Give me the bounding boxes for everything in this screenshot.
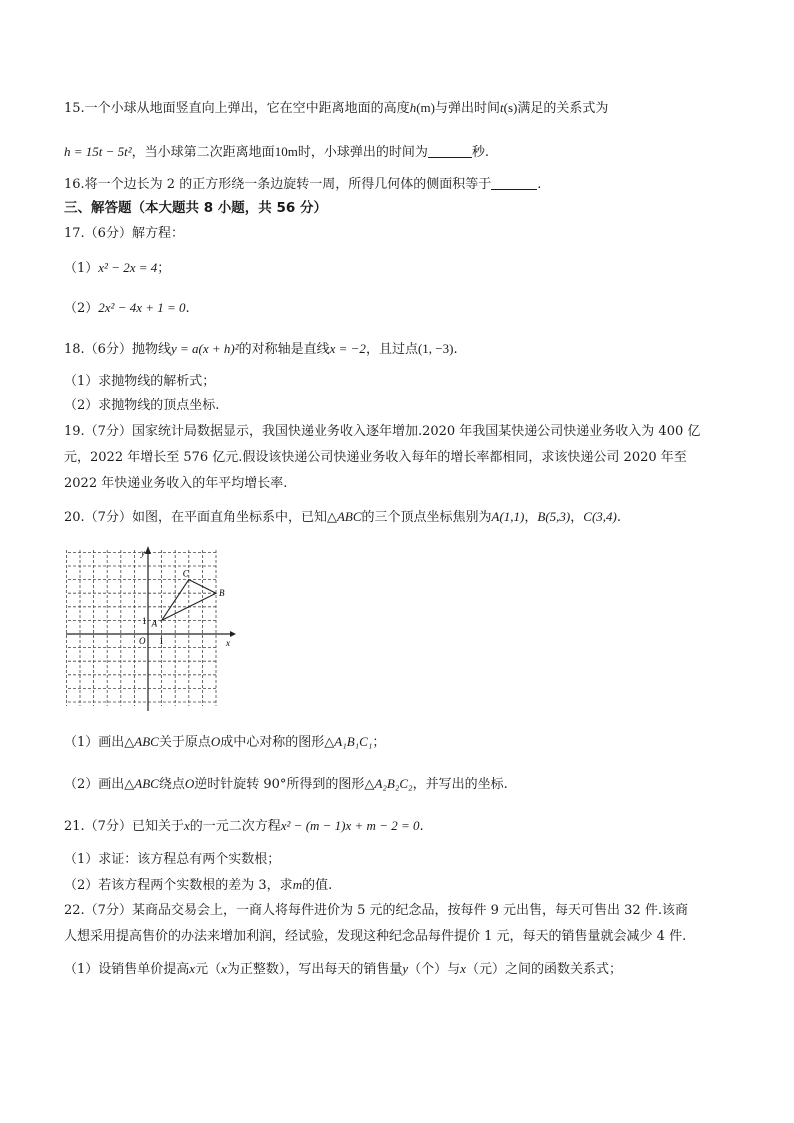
q17-part1: （1）x² − 2x = 4； <box>64 260 171 276</box>
vertex-a-label: A <box>151 618 158 629</box>
x-axis-label: x <box>226 638 230 648</box>
q20-part2: （2）画出△ABC绕点O逆时针旋转 90°所得到的图形△A₂B₂C₂，并写出的坐标. <box>64 776 508 792</box>
q16-answer-blank <box>491 175 537 190</box>
x-axis-arrow <box>230 631 236 637</box>
q22-line2: 人想采用提高售价的办法来增加利润，经试验，发现这种纪念品每件提价 1 元，每天的销售量就会减少 4 件. <box>64 929 687 944</box>
q18-stem: 18.（6分）抛物线y = a(x + h)²的对称轴是直线x = −2，且过点(1, −3). <box>64 341 458 357</box>
coordinate-grid-figure <box>66 546 236 711</box>
q15-line2: h = 15t − 5t²，当小球第二次距离地面10m时，小球弹出的时间为 秒. <box>64 144 489 160</box>
section-heading: 三、解答题（本大题共 8 小题，共 56 分） <box>64 200 327 216</box>
y-axis-arrow <box>145 546 151 554</box>
q18-part2: （2）求抛物线的顶点坐标. <box>64 398 220 413</box>
grid-lines <box>66 550 216 706</box>
q19-line2: 元，2022 年增长至 576 亿元.假设该快递公司快递业务收入每年的增长率都相同，求该快递公司 2020 年至 <box>64 450 687 465</box>
q17-part2: （2）2x² − 4x + 1 = 0. <box>64 300 190 316</box>
vertex-b-label: B <box>219 588 225 599</box>
origin-label: O <box>139 636 146 646</box>
q21-stem: 21.（7分）已知关于x的一元二次方程x² − (m − 1)x + m − 2 = 0. <box>64 818 424 834</box>
q17-stem: 17.（6分）解方程： <box>64 226 184 241</box>
q15-answer-blank <box>428 143 472 158</box>
q22-part1: （1）设销售单价提高x元（x为正整数），写出每天的销售量y（个）与x（元）之间的函数关系式； <box>64 961 622 977</box>
q18-part1: （1）求抛物线的解析式； <box>64 374 216 389</box>
q20-part1: （1）画出△ABC关于原点O成中心对称的图形△A₁B₁C₁； <box>64 734 386 750</box>
q16: 16.将一个边长为 2 的正方形绕一条边旋转一周，所得几何体的侧面积等于 . <box>64 177 542 192</box>
y-tick-label: 1 <box>142 616 147 626</box>
q21-part2: （2）若该方程两个实数根的差为 3，求m的值. <box>64 877 333 893</box>
vertex-c-label: C <box>182 568 189 579</box>
q19-line1: 19.（7分）国家统计局数据显示，我国快递业务收入逐年增加.2020 年我国某快递公司快递业务收入为 400 亿 <box>64 424 701 439</box>
q21-part1: （1）求证：该方程总有两个实数根； <box>64 852 281 867</box>
q22-line1: 22.（7分）某商品交易会上，一商人将每件进价为 5 元的纪念品，按每件 9 元出售，每天可售出 32 件.该商 <box>64 903 688 918</box>
y-axis-label: y <box>141 548 145 558</box>
q19-line3: 2022 年快递业务收入的年平均增长率. <box>64 476 288 491</box>
x-tick-label: 1 <box>159 636 164 646</box>
q15-line1: 15.一个小球从地面竖直向上弹出，它在空中距离地面的高度h(m)与弹出时间t(s)满足的关系式为 <box>64 100 609 116</box>
q15-formula: h = 15t − 5t² <box>64 144 132 159</box>
q20-stem: 20.（7分）如图，在平面直角坐标系中，已知△ABC的三个顶点坐标焦别为A(1,1)，B(5,3)，C(3,4). <box>64 509 622 525</box>
